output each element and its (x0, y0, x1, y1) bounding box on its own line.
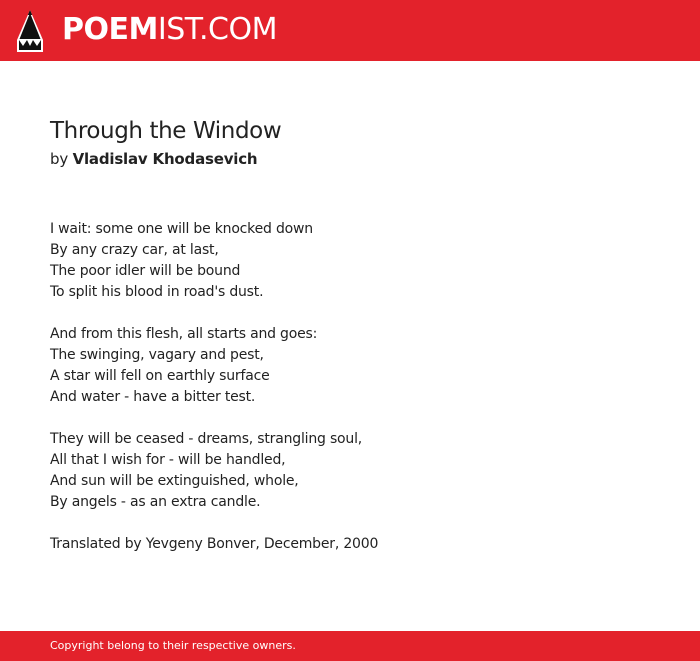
poem-title: Through the Window (50, 118, 282, 144)
poem-line: They will be ceased - dreams, strangling soul, (50, 431, 363, 447)
logo-light-text: IST.COM (157, 12, 277, 47)
site-footer (0, 631, 700, 661)
stanza (50, 219, 650, 303)
author-name[interactable]: Vladislav Khodasevich (72, 150, 258, 168)
poem-line: All that I wish for - will be handled, (50, 452, 286, 468)
site-logo[interactable] (62, 12, 277, 48)
poem-line: And sun will be extinguished, whole, (50, 473, 299, 489)
poem-line: A star will fell on earthly surface (50, 368, 270, 384)
poem-body (50, 219, 650, 555)
stanza (50, 324, 650, 408)
logo-bold-text: POEM (62, 12, 158, 47)
poem-line: By angels - as an extra candle. (50, 494, 261, 510)
poem-line: The poor idler will be bound (50, 263, 241, 279)
poem-line: By any crazy car, at last, (50, 242, 219, 258)
poem-line: And water - have a bitter test. (50, 389, 256, 405)
stanza (50, 429, 650, 513)
copyright-text: Copyright belong to their respective owners. (50, 639, 296, 652)
translator-note: Translated by Yevgeny Bonver, December, 2000 (50, 536, 379, 552)
site-header (0, 0, 700, 61)
byline (50, 148, 257, 170)
by-label: by (50, 150, 68, 168)
pencil-icon[interactable] (17, 10, 43, 52)
poem-line: I wait: some one will be knocked down (50, 221, 313, 237)
poem-line: To split his blood in road's dust. (50, 284, 264, 300)
poem-line: The swinging, vagary and pest, (50, 347, 264, 363)
poem-line: And from this flesh, all starts and goes: (50, 326, 318, 342)
